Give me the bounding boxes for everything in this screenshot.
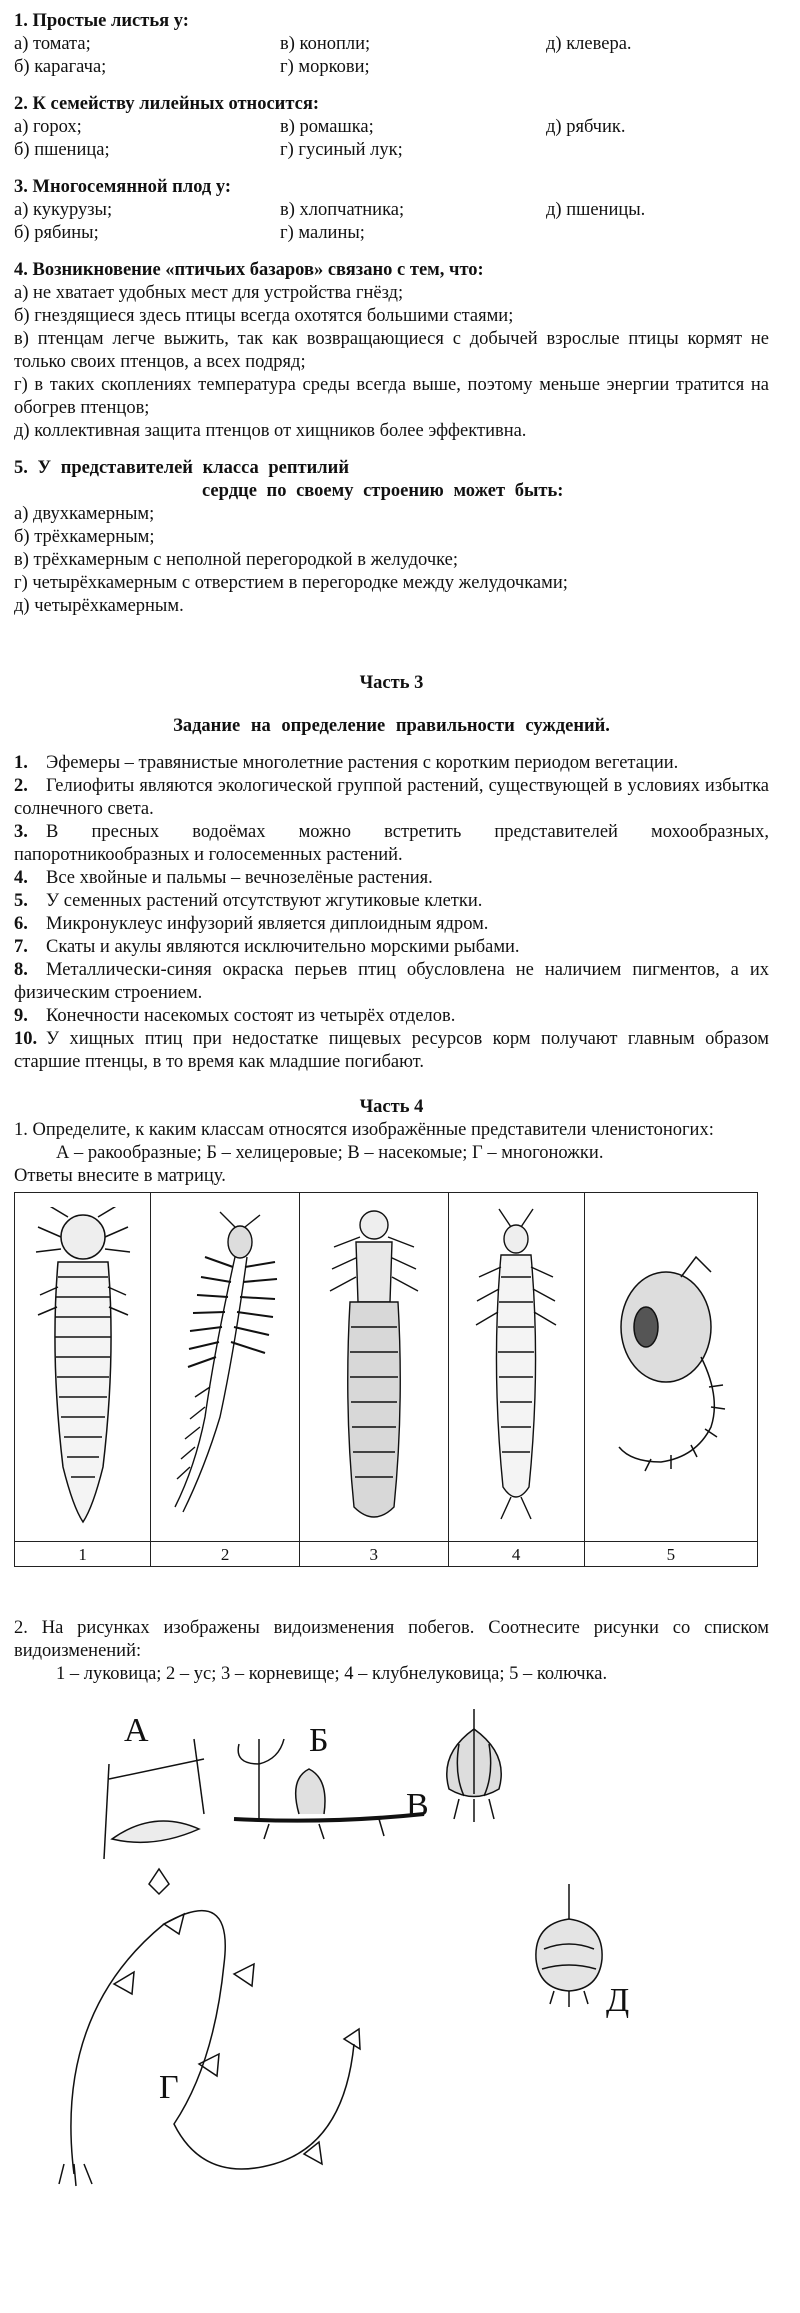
statement-number: 7.: [14, 937, 28, 957]
question-5: [14, 457, 769, 618]
option-row: [14, 116, 769, 139]
option: г) моркови;: [280, 57, 370, 77]
option: а) горох;: [14, 117, 82, 137]
figure-cell-2: [151, 1193, 300, 1542]
statement-item: [14, 775, 769, 821]
statement-item: [14, 1005, 769, 1028]
figure-label: Г: [159, 2069, 179, 2106]
statement-item: [14, 1028, 769, 1074]
part3-heading: Часть 3: [359, 673, 424, 693]
statement-number: 2.: [14, 776, 28, 796]
option: д) клевера.: [546, 34, 632, 54]
centipede-larva-figure: [461, 1207, 571, 1527]
statement-number: 5.: [14, 891, 28, 911]
option: в) хлопчатника;: [280, 200, 405, 220]
option: г) гусиный лук;: [280, 140, 403, 160]
option: д) пшеницы.: [546, 200, 646, 220]
task2-text: 2. На рисунках изображены видоизменения побегов. Соотнесите рисунки со списком видоизменений:: [14, 1618, 769, 1661]
part4-heading: Часть 4: [359, 1097, 424, 1117]
statement-item: [14, 890, 769, 913]
figure-cell-4: [448, 1193, 584, 1542]
statements-list: [14, 752, 769, 1074]
option-row: [14, 56, 769, 79]
answer-matrix: [14, 1192, 758, 1567]
classes-list: А – ракообразные; Б – хелицеровые; В – насекомые; Г – многоножки.: [56, 1143, 604, 1163]
option: а) томата;: [14, 34, 91, 54]
option: а) не хватает удобных мест для устройства гнёзд;: [14, 283, 404, 303]
question-4: [14, 259, 769, 443]
runner-figure: [54, 1864, 364, 2194]
question-title: 3. Многосемянной плод у:: [14, 177, 232, 197]
statement-number: 8.: [14, 960, 28, 980]
thorn-figure: [84, 1712, 224, 1869]
option: д) четырёхкамерным.: [14, 596, 184, 616]
rhizome-figure: [229, 1724, 429, 1844]
statement-text: Конечности насекомых состоят из четырёх отделов.: [46, 1006, 456, 1026]
figure-label: Д: [606, 1982, 630, 2019]
statement-item: [14, 821, 769, 867]
figure-cell-5: [584, 1193, 757, 1542]
statement-text: Гелиофиты являются экологической группой растений, существующей в условиях избытка солнечного света.: [14, 776, 769, 819]
modifications-list: 1 – луковица; 2 – ус; 3 – корневище; 4 – клубнелуковица; 5 – колючка.: [56, 1664, 608, 1684]
option-row: [14, 33, 769, 56]
worm-like-figure: [314, 1207, 434, 1527]
statement-text: Металлически-синяя окраска перьев птиц обусловлена не наличием пигментов, а их физическим строением.: [14, 960, 769, 1003]
figure-cell-1: [15, 1193, 151, 1542]
worksheet: [14, 10, 769, 2259]
matrix-number: 5: [584, 1542, 757, 1567]
answers-note: Ответы внесите в матрицу.: [14, 1166, 226, 1186]
figure-label: Б: [309, 1722, 329, 1759]
statement-text: В пресных водоёмах можно встретить представителей мохообразных, папоротникообразных и голосеменных растений.: [14, 822, 769, 865]
option: в) трёхкамерным с неполной перегородкой в желудочке;: [14, 550, 458, 570]
matrix-number: 1: [15, 1542, 151, 1567]
figure-cell-3: [299, 1193, 448, 1542]
option: в) конопли;: [280, 34, 371, 54]
question-title: 1. Простые листья у:: [14, 11, 189, 31]
option: д) коллективная защита птенцов от хищников более эффективна.: [14, 421, 527, 441]
statement-number: 1.: [14, 753, 28, 773]
figure-label: А: [124, 1712, 149, 1749]
part3-subheading: Задание на определение правильности суждений.: [173, 716, 610, 736]
option: в) птенцам легче выжить, так как возвращающиеся с добычей взрослые птицы кормят не только своих птенцов, а всех подряд;: [14, 329, 769, 372]
statement-text: Все хвойные и пальмы – вечнозелёные растения.: [46, 868, 433, 888]
matrix-number: 4: [448, 1542, 584, 1567]
statement-number: 6.: [14, 914, 28, 934]
statement-text: Микронуклеус инфузорий является диплоидным ядром.: [46, 914, 489, 934]
question-1: [14, 10, 769, 79]
statement-text: Эфемеры – травянистые многолетние растения с коротким периодом вегетации.: [46, 753, 679, 773]
statement-item: [14, 959, 769, 1005]
option: а) двухкамерным;: [14, 504, 155, 524]
option: д) рябчик.: [546, 117, 626, 137]
option: г) малины;: [280, 223, 365, 243]
question-title: 4. Возникновение «птичьих базаров» связано с тем, что:: [14, 260, 484, 280]
option: б) рябины;: [14, 223, 99, 243]
question-title-cont: сердце по своему строению может быть:: [202, 481, 564, 501]
branchiopod-figure: [165, 1207, 285, 1527]
question-2: [14, 93, 769, 162]
statement-number: 10.: [14, 1029, 38, 1049]
matrix-number: 3: [299, 1542, 448, 1567]
question-title: 2. К семейству лилейных относится:: [14, 94, 320, 114]
matrix-number: 2: [151, 1542, 300, 1567]
statement-item: [14, 752, 769, 775]
corm-figure: [524, 1879, 614, 2009]
option-row: [14, 222, 769, 245]
statement-text: Скаты и акулы являются исключительно морскими рыбами.: [46, 937, 520, 957]
statement-number: 9.: [14, 1006, 28, 1026]
statement-item: [14, 913, 769, 936]
option: б) пшеница;: [14, 140, 110, 160]
task1-text: 1. Определите, к каким классам относятся изображённые представители членистоногих:: [14, 1120, 714, 1140]
statement-number: 4.: [14, 868, 28, 888]
larva-figure: [28, 1207, 138, 1527]
option: б) трёхкамерным;: [14, 527, 155, 547]
option: в) ромашка;: [280, 117, 374, 137]
option-row: [14, 139, 769, 162]
bulb-figure: [429, 1704, 519, 1824]
shoot-figures: [14, 1704, 769, 2259]
statement-item: [14, 936, 769, 959]
figure-label: В: [406, 1787, 429, 1824]
statement-number: 3.: [14, 822, 28, 842]
option: г) в таких скоплениях температура среды всегда выше, поэтому меньше энергии тратится на обогрев птенцов;: [14, 375, 769, 418]
option: г) четырёхкамерным с отверстием в перегородке между желудочками;: [14, 573, 568, 593]
larva-curled-figure: [601, 1207, 741, 1527]
option-row: [14, 199, 769, 222]
option: б) карагача;: [14, 57, 107, 77]
question-3: [14, 176, 769, 245]
option: а) кукурузы;: [14, 200, 113, 220]
statement-text: У хищных птиц при недостатке пищевых ресурсов корм получают главным образом старшие птенцы, в то время как младшие погибают.: [14, 1029, 769, 1072]
statement-item: [14, 867, 769, 890]
option: б) гнездящиеся здесь птицы всегда охотятся большими стаями;: [14, 306, 514, 326]
question-title: 5. У представителей класса рептилий: [14, 458, 349, 478]
statement-text: У семенных растений отсутствуют жгутиковые клетки.: [46, 891, 483, 911]
